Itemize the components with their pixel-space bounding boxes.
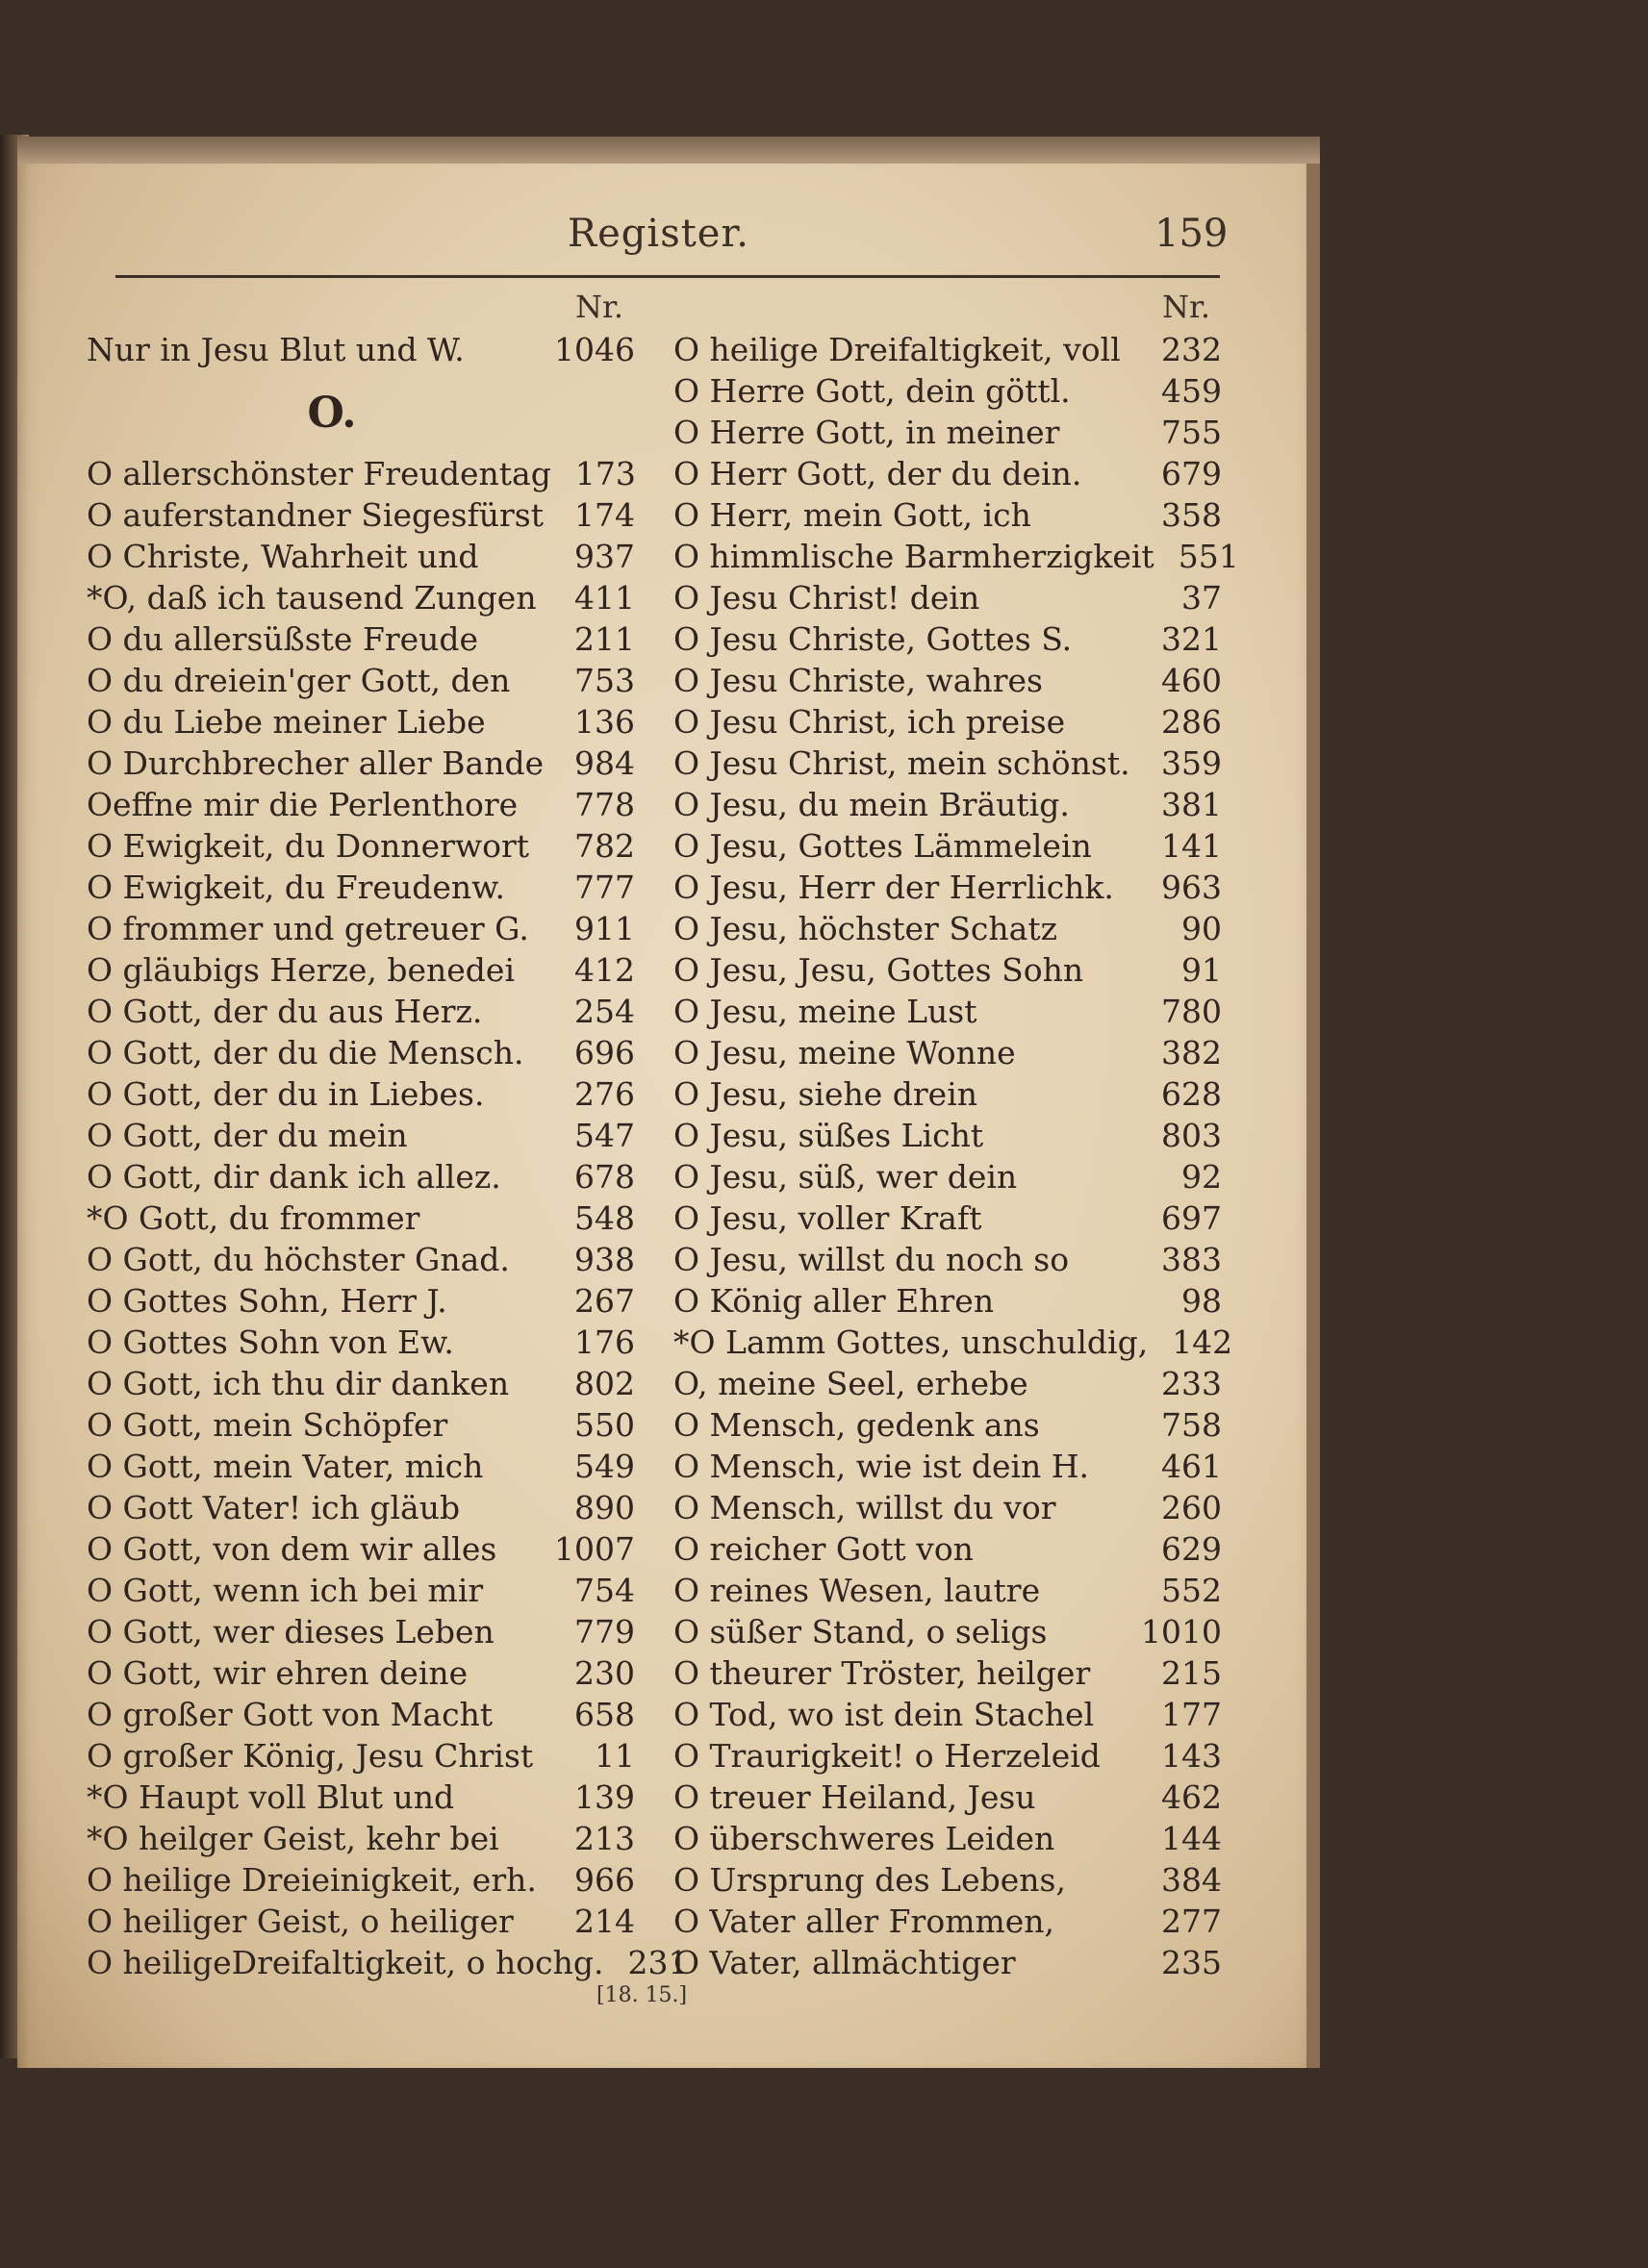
entry-title: O Jesu, süß, wer dein [673, 1158, 1018, 1196]
entry-title: O Ursprung des Lebens, [673, 1861, 1066, 1899]
entry-number: 382 [1161, 1034, 1222, 1071]
index-entry [673, 1778, 1222, 1820]
entry-number: 174 [574, 496, 635, 534]
entry-title: O Gott, mein Vater, mich [87, 1448, 484, 1485]
index-entry [87, 1737, 635, 1778]
entry-number: 358 [1161, 496, 1222, 534]
index-entry [673, 455, 1222, 496]
entry-number: 276 [574, 1075, 635, 1113]
entry-title: O Gott, du höchster Gnad. [87, 1241, 510, 1278]
index-entry [673, 1861, 1222, 1903]
index-entry [87, 951, 635, 993]
index-entry [673, 372, 1222, 414]
index-entry [87, 579, 635, 620]
entry-number: 136 [574, 703, 635, 741]
index-entry [87, 703, 635, 744]
entry-number: 678 [574, 1158, 635, 1196]
entry-title: O Jesu Christ, mein schönst. [673, 744, 1130, 782]
entry-number: 11 [595, 1737, 635, 1775]
entry-title: O Jesu, Gottes Lämmelein [673, 827, 1092, 865]
index-entry [673, 1903, 1222, 1944]
entry-title: O Gott, von dem wir alles [87, 1530, 497, 1568]
index-entry [673, 1613, 1222, 1654]
index-entry [673, 1199, 1222, 1241]
entry-number: 984 [574, 744, 635, 782]
entry-number: 412 [574, 951, 635, 989]
entry-title: *O, daß ich tausend Zungen [87, 579, 537, 617]
entry-number: 462 [1161, 1778, 1222, 1816]
entry-title: O Gott, der du die Mensch. [87, 1034, 524, 1071]
index-entry [87, 1282, 635, 1323]
entry-number: 177 [1161, 1696, 1222, 1733]
entry-title: O heiligeDreifaltigkeit, o hochg. [87, 1944, 604, 1981]
index-entry [87, 1034, 635, 1075]
entry-number: 754 [574, 1572, 635, 1609]
entry-number: 549 [574, 1448, 635, 1485]
index-entry [87, 1323, 635, 1365]
entry-title: O Gott, ich thu dir danken [87, 1365, 510, 1402]
entry-number: 753 [574, 662, 635, 699]
entry-title: O Gott, wir ehren deine [87, 1654, 469, 1692]
entry-number: 411 [574, 579, 635, 617]
index-entry [87, 993, 635, 1034]
index-entry [673, 1944, 1222, 1985]
entry-title: O süßer Stand, o seligs [673, 1613, 1048, 1651]
entry-number: 91 [1181, 951, 1222, 989]
entry-title: O Gott, mein Schöpfer [87, 1406, 448, 1444]
entry-number: 211 [574, 620, 635, 658]
index-entry [87, 1489, 635, 1530]
entry-number: 321 [1161, 620, 1222, 658]
index-entry [673, 579, 1222, 620]
entry-number: 628 [1161, 1075, 1222, 1113]
entry-number: 98 [1181, 1282, 1222, 1320]
entry-title: O Jesu Christe, wahres [673, 662, 1043, 699]
entry-title: O Jesu, voller Kraft [673, 1199, 982, 1237]
entry-title: O Jesu, meine Wonne [673, 1034, 1016, 1071]
entry-title: O treuer Heiland, Jesu [673, 1778, 1036, 1816]
index-entry [87, 620, 635, 662]
entry-title: O Gott, der du mein [87, 1117, 408, 1154]
entry-title: O Gottes Sohn von Ew. [87, 1323, 454, 1361]
entry-number: 139 [574, 1778, 635, 1816]
index-entry [87, 1158, 635, 1199]
index-entry [673, 744, 1222, 786]
entry-number: 758 [1161, 1406, 1222, 1444]
index-entry [87, 1820, 635, 1861]
running-head: Register. [568, 212, 749, 256]
index-entry [87, 1448, 635, 1489]
index-entry [673, 869, 1222, 910]
entry-title: O Traurigkeit! o Herzeleid [673, 1737, 1101, 1775]
entry-number: 679 [1161, 455, 1222, 492]
entry-title: Oeffne mir die Perlenthore [87, 786, 519, 823]
index-entry [673, 331, 1222, 372]
index-entry [673, 1282, 1222, 1323]
entry-number: 215 [1161, 1654, 1222, 1692]
entry-number: 803 [1161, 1117, 1222, 1154]
index-entry [673, 1406, 1222, 1448]
index-entry [87, 538, 635, 579]
entry-title: *O Haupt voll Blut und [87, 1778, 455, 1816]
entry-title: O überschweres Leiden [673, 1820, 1055, 1857]
entry-title: O Jesu Christe, Gottes S. [673, 620, 1073, 658]
index-entry [87, 331, 635, 372]
index-entry [673, 662, 1222, 703]
entry-title: O Ewigkeit, du Donnerwort [87, 827, 530, 865]
entry-title: O Herre Gott, dein göttl. [673, 372, 1071, 410]
entry-number: 381 [1161, 786, 1222, 823]
entry-title: *O heilger Geist, kehr bei [87, 1820, 499, 1857]
index-entry [87, 455, 635, 496]
entry-title: O Jesu, du mein Bräutig. [673, 786, 1070, 823]
entry-number: 782 [574, 827, 635, 865]
entry-number: 1007 [554, 1530, 635, 1568]
index-entry [673, 496, 1222, 538]
entry-number: 461 [1161, 1448, 1222, 1485]
entry-number: 230 [574, 1654, 635, 1692]
entry-title: O Vater aller Frommen, [673, 1903, 1055, 1940]
printer-signature: [18. 15.] [596, 1983, 688, 2007]
entry-number: 1046 [554, 331, 635, 368]
entry-number: 213 [574, 1820, 635, 1857]
entry-title: O reines Wesen, lautre [673, 1572, 1041, 1609]
entry-number: 267 [574, 1282, 635, 1320]
left-column [87, 289, 689, 1985]
entry-title: O, meine Seel, erhebe [673, 1365, 1028, 1402]
index-entry [87, 827, 635, 869]
index-entry [673, 1365, 1222, 1406]
index-entry [87, 1654, 635, 1696]
entry-number: 552 [1161, 1572, 1222, 1609]
entry-title: O Gott, wer dieses Leben [87, 1613, 494, 1651]
entry-number: 141 [1161, 827, 1222, 865]
entry-title: O du Liebe meiner Liebe [87, 703, 486, 741]
entry-title: O Ewigkeit, du Freudenw. [87, 869, 505, 906]
index-entry [673, 1241, 1222, 1282]
entry-title: O Durchbrecher aller Bande [87, 744, 545, 782]
page-number: 159 [1154, 212, 1229, 256]
index-entry [87, 1903, 635, 1944]
entry-number: 938 [574, 1241, 635, 1278]
index-entry [673, 1489, 1222, 1530]
header-rule [115, 275, 1220, 278]
entry-number: 277 [1161, 1903, 1222, 1940]
entry-title: O Vater, allmächtiger [673, 1944, 1016, 1981]
index-entry [673, 1448, 1222, 1489]
entry-number: 890 [574, 1489, 635, 1526]
index-entry [87, 1613, 635, 1654]
index-entry [673, 1696, 1222, 1737]
index-entry [673, 620, 1222, 662]
entry-number: 92 [1181, 1158, 1222, 1196]
entry-title: O Jesu, Herr der Herrlichk. [673, 869, 1114, 906]
entry-number: 384 [1161, 1861, 1222, 1899]
index-entry [673, 1075, 1222, 1117]
entry-title: O Mensch, gedenk ans [673, 1406, 1040, 1444]
entry-title: O großer Gott von Macht [87, 1696, 494, 1733]
entry-number: 359 [1161, 744, 1222, 782]
right-column [673, 289, 1239, 1985]
entry-number: 548 [574, 1199, 635, 1237]
entry-number: 235 [1161, 1944, 1222, 1981]
entry-title: O Gottes Sohn, Herr J. [87, 1282, 447, 1320]
entry-number: 696 [574, 1034, 635, 1071]
entry-title: O gläubigs Herze, benedei [87, 951, 516, 989]
index-entry [87, 1572, 635, 1613]
entry-title: O Jesu, willst du noch so [673, 1241, 1070, 1278]
page-top-edge [17, 137, 1320, 164]
entry-title: O Jesu, siehe drein [673, 1075, 977, 1113]
entry-title: O heilige Dreieinigkeit, erh. [87, 1861, 537, 1899]
entry-number: 260 [1161, 1489, 1222, 1526]
entry-number: 658 [574, 1696, 635, 1733]
entry-title: Nur in Jesu Blut und W. [87, 331, 465, 368]
entry-title: O Mensch, wie ist dein H. [673, 1448, 1090, 1485]
index-entry [87, 1199, 635, 1241]
index-entry [87, 496, 635, 538]
entry-title: O du allersüßste Freude [87, 620, 479, 658]
entry-number: 911 [574, 910, 635, 947]
entry-number: 778 [574, 786, 635, 823]
index-entry [87, 1117, 635, 1158]
entry-number: 697 [1161, 1199, 1222, 1237]
index-entry [87, 910, 635, 951]
entry-title: O Herr, mein Gott, ich [673, 496, 1031, 534]
index-entry [673, 703, 1222, 744]
entry-number: 232 [1161, 331, 1222, 368]
entry-title: O theurer Tröster, heilger [673, 1654, 1091, 1692]
index-entry [87, 1530, 635, 1572]
entry-number: 214 [574, 1903, 635, 1940]
entry-title: O Gott, wenn ich bei mir [87, 1572, 484, 1609]
entry-number: 550 [574, 1406, 635, 1444]
entry-number: 37 [1181, 579, 1222, 617]
left-top-entries [87, 331, 635, 372]
index-entry [673, 1034, 1222, 1075]
entry-number: 233 [1161, 1365, 1222, 1402]
index-entry [673, 1820, 1222, 1861]
entry-number: 176 [574, 1323, 635, 1361]
index-entry [87, 1861, 635, 1903]
index-entry [673, 1737, 1222, 1778]
entry-title: O Jesu, meine Lust [673, 993, 977, 1030]
entry-title: O himmlische Barmherzigkeit [673, 538, 1154, 575]
entry-number: 286 [1161, 703, 1222, 741]
index-entry [673, 786, 1222, 827]
entry-number: 173 [574, 455, 636, 492]
entry-number: 460 [1161, 662, 1222, 699]
entry-title: O Herre Gott, in meiner [673, 414, 1060, 451]
entry-title: O reicher Gott von [673, 1530, 974, 1568]
entry-title: O Christe, Wahrheit und [87, 538, 479, 575]
entry-number: 254 [574, 993, 635, 1030]
left-column-number-header: Nr. [575, 289, 623, 325]
entry-title: O auferstandner Siegesfürst [87, 496, 545, 534]
entry-title: O Jesu, Jesu, Gottes Sohn [673, 951, 1084, 989]
entry-title: O Herr Gott, der du dein. [673, 455, 1082, 492]
entry-number: 780 [1161, 993, 1222, 1030]
entry-number: 777 [574, 869, 635, 906]
entry-title: O Gott, der du in Liebes. [87, 1075, 485, 1113]
index-entry [87, 786, 635, 827]
entry-title: *O Lamm Gottes, unschuldig, [673, 1323, 1149, 1361]
index-entry [673, 1572, 1222, 1613]
index-entry [673, 414, 1222, 455]
entry-number: 459 [1161, 372, 1222, 410]
index-entry [87, 1075, 635, 1117]
entry-number: 547 [574, 1117, 635, 1154]
entry-title: O frommer und getreuer G. [87, 910, 529, 947]
index-entry [87, 869, 635, 910]
entry-title: O Gott Vater! ich gläub [87, 1489, 461, 1526]
entry-number: 937 [574, 538, 635, 575]
right-column-number-header: Nr. [1162, 289, 1210, 325]
index-entry [673, 1654, 1222, 1696]
index-entry [87, 1241, 635, 1282]
entry-number: 142 [1172, 1323, 1233, 1361]
entry-number: 551 [1178, 538, 1239, 575]
index-entry [87, 1944, 689, 1985]
entry-title: O Jesu Christ, ich preise [673, 703, 1066, 741]
index-entry [87, 1696, 635, 1737]
entry-title: O Tod, wo ist dein Stachel [673, 1696, 1095, 1733]
left-entry-list [87, 455, 689, 1985]
entry-number: 90 [1181, 910, 1222, 947]
entry-number: 966 [574, 1861, 635, 1899]
index-entry [87, 1406, 635, 1448]
index-entry [673, 538, 1239, 579]
entry-title: *O Gott, du frommer [87, 1199, 420, 1237]
entry-number: 629 [1161, 1530, 1222, 1568]
index-entry [87, 744, 635, 786]
entry-title: O König aller Ehren [673, 1282, 995, 1320]
entry-title: O Mensch, willst du vor [673, 1489, 1056, 1526]
right-entry-list [673, 331, 1239, 1985]
index-entry [673, 1117, 1222, 1158]
entry-title: O Jesu Christ! dein [673, 579, 980, 617]
entry-number: 779 [574, 1613, 635, 1651]
entry-number: 755 [1161, 414, 1222, 451]
index-entry [673, 951, 1222, 993]
index-entry [673, 827, 1222, 869]
index-entry [87, 1365, 635, 1406]
entry-number: 1010 [1141, 1613, 1222, 1651]
entry-title: O heiliger Geist, o heiliger [87, 1903, 514, 1940]
index-entry [673, 910, 1222, 951]
entry-title: O heilige Dreifaltigkeit, voll [673, 331, 1121, 368]
entry-number: 963 [1161, 869, 1222, 906]
entry-title: O du dreiein'ger Gott, den [87, 662, 511, 699]
entry-title: O Jesu, süßes Licht [673, 1117, 984, 1154]
index-entry [87, 662, 635, 703]
entry-number: 383 [1161, 1241, 1222, 1278]
entry-title: O Gott, der du aus Herz. [87, 993, 483, 1030]
entry-number: 802 [574, 1365, 635, 1402]
entry-title: O Jesu, höchster Schatz [673, 910, 1057, 947]
index-entry [673, 1530, 1222, 1572]
entry-title: O allerschönster Freudentag [87, 455, 551, 492]
entry-number: 143 [1161, 1737, 1222, 1775]
entry-number: 231 [627, 1944, 689, 1981]
section-letter: O. [307, 389, 357, 438]
index-entry [87, 1778, 635, 1820]
index-entry [673, 993, 1222, 1034]
index-entry [673, 1323, 1233, 1365]
entry-title: O großer König, Jesu Christ [87, 1737, 534, 1775]
index-entry [673, 1158, 1222, 1199]
entry-number: 144 [1161, 1820, 1222, 1857]
entry-title: O Gott, dir dank ich allez. [87, 1158, 501, 1196]
